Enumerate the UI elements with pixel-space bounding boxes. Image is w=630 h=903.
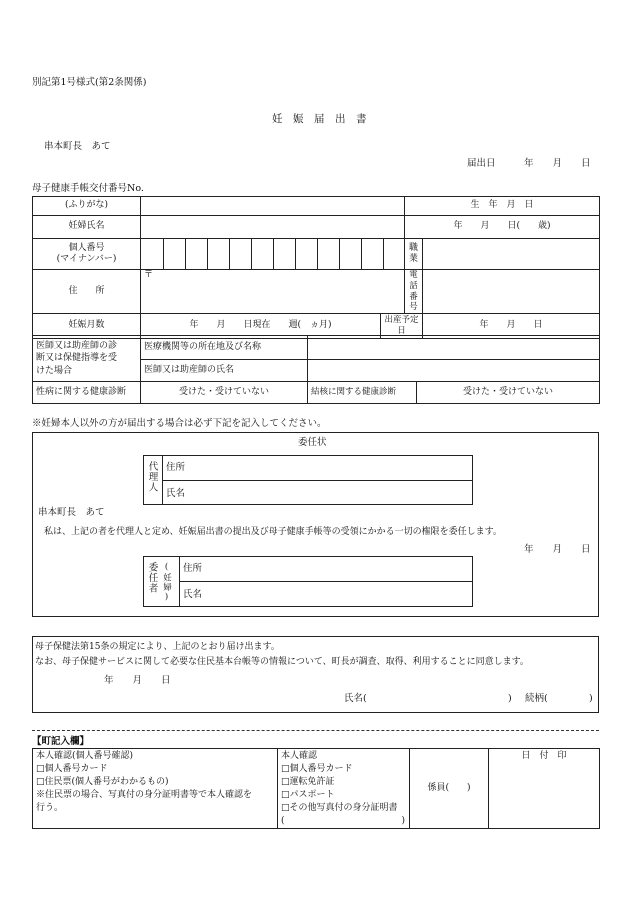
separator xyxy=(32,730,599,731)
consent-line1: 母子保健法第15条の規定により、上記のとおり届け出ます。 xyxy=(35,642,280,652)
kojin-label-line1: 個人番号 xyxy=(68,242,105,253)
page-title: 妊 娠 届 出 書 xyxy=(272,113,367,125)
std-checkup-label: 性病に関する健康診断 xyxy=(33,382,141,404)
shokugyo-label: 職業 xyxy=(405,239,423,270)
due-date-value[interactable]: 年 月 日 xyxy=(423,314,600,339)
doctor-name-label: 医師又は助産師の氏名 xyxy=(141,360,308,382)
consent-relation-close: ) xyxy=(589,693,593,704)
delegator-address-label: 住所 xyxy=(183,563,203,574)
proxy-addressee: 串本町長 あて xyxy=(38,507,105,518)
delegator-name-label: 氏名 xyxy=(183,589,203,600)
boshi-number-label: 母子健康手帳交付番号No. xyxy=(32,183,144,194)
office-staff[interactable]: 係員( ) xyxy=(410,749,489,829)
tb-checkup-label: 結核に関する健康診断 xyxy=(308,382,417,404)
office-col2-item: ( ) xyxy=(281,816,406,827)
gestation-value[interactable]: 年 月 日現在 週( ヵ月) xyxy=(141,314,381,339)
office-col1-note: ※住民票の場合、写真付の身分証明書等で本人確認を xyxy=(36,790,253,801)
agent-address-label: 住所 xyxy=(166,462,186,473)
delegator-ninpu-label: (妊婦) xyxy=(161,562,172,603)
name-field[interactable] xyxy=(141,216,405,239)
consent-date: 年 月 日 xyxy=(104,675,171,686)
consent-line2: なお、母子保健サービスに関して必要な住民基本台帳等の情報について、町長が調査、取得、利用することに同意します。 xyxy=(35,657,529,667)
doctor-label-line1: 医師又は助産師の診 xyxy=(36,341,118,352)
proxy-statement: 私は、上記の者を代理人と定め、妊娠届出書の提出及び母子健康手帳等の受領にかかる一切の権限を委任します。 xyxy=(44,527,502,537)
address-field[interactable] xyxy=(141,270,405,314)
facility-label: 医療機関等の所在地及び名称 xyxy=(141,336,308,360)
form-number: 別記第1号様式(第2条関係) xyxy=(32,77,147,88)
proxy-date: 年 月 日 xyxy=(524,544,591,555)
birth-label: 生 年 月 日 xyxy=(405,197,600,216)
facility-field[interactable] xyxy=(308,336,600,360)
tb-checkup-value[interactable]: 受けた・受けていない xyxy=(417,382,600,404)
office-col2-item[interactable]: □個人番号カード xyxy=(281,764,353,775)
phone-field[interactable] xyxy=(423,270,600,314)
proxy-title: 委任状 xyxy=(298,437,327,448)
addressee: 串本町長 あて xyxy=(44,141,111,152)
name-label: 妊婦氏名 xyxy=(33,216,141,239)
office-col2 xyxy=(278,749,410,829)
gestation-label: 妊娠月数 xyxy=(33,314,141,339)
office-col2-title: 本人確認 xyxy=(281,751,318,761)
office-col1-item[interactable]: □住民票(個人番号がわかるもの) xyxy=(36,777,169,788)
std-checkup-value[interactable]: 受けた・受けていない xyxy=(141,382,308,404)
office-col2-item[interactable]: □運転免許証 xyxy=(281,777,335,788)
shokugyo-field[interactable] xyxy=(423,239,600,270)
postal-mark: 〒 xyxy=(144,270,154,280)
doctor-label xyxy=(33,336,141,382)
consent-name-close: ) xyxy=(508,693,512,704)
office-col1-note: 行う。 xyxy=(36,803,64,814)
office-stamp: 日 付 印 xyxy=(489,749,600,829)
due-date-label: 出産予定日 xyxy=(381,314,423,339)
doctor-label-line2: 断又は保健指導を受 xyxy=(36,353,118,364)
submission-date: 届出日 年 月 日 xyxy=(467,158,591,169)
office-col1-title: 本人確認(個人番号確認) xyxy=(36,751,134,761)
phone-label: 電話番号 xyxy=(405,270,423,314)
consent-name-label: 氏名( xyxy=(344,693,367,704)
kojin-label-line2: (マイナンバー) xyxy=(56,254,117,264)
agent-name-label: 氏名 xyxy=(166,488,186,499)
doctor-table xyxy=(32,335,600,404)
doctor-name-field[interactable] xyxy=(308,360,600,382)
proxy-note: ※妊婦本人以外の方が届出する場合は必ず下記を記入してください。 xyxy=(32,418,327,429)
furigana-field[interactable] xyxy=(141,197,405,216)
delegator-label: 委任者 xyxy=(146,562,158,594)
main-form-table xyxy=(32,196,600,339)
office-col2-item[interactable]: □その他写真付の身分証明書 xyxy=(281,803,398,814)
office-heading: 【町記入欄】 xyxy=(32,736,90,747)
address-label: 住 所 xyxy=(33,270,141,314)
agent-label: 代理人 xyxy=(146,461,158,493)
birth-value[interactable]: 年 月 日( 歳) xyxy=(405,216,600,239)
office-table xyxy=(32,748,600,829)
furigana-label: (ふりがな) xyxy=(33,197,141,216)
consent-relation-label: 続柄( xyxy=(525,693,548,704)
kojin-label xyxy=(33,239,141,270)
doctor-label-line3: けた場合 xyxy=(36,365,73,376)
office-col2-item[interactable]: □パスポート xyxy=(281,790,335,801)
my-number-boxes[interactable] xyxy=(141,239,405,270)
office-col1 xyxy=(33,749,278,829)
office-col1-item[interactable]: □個人番号カード xyxy=(36,764,108,775)
